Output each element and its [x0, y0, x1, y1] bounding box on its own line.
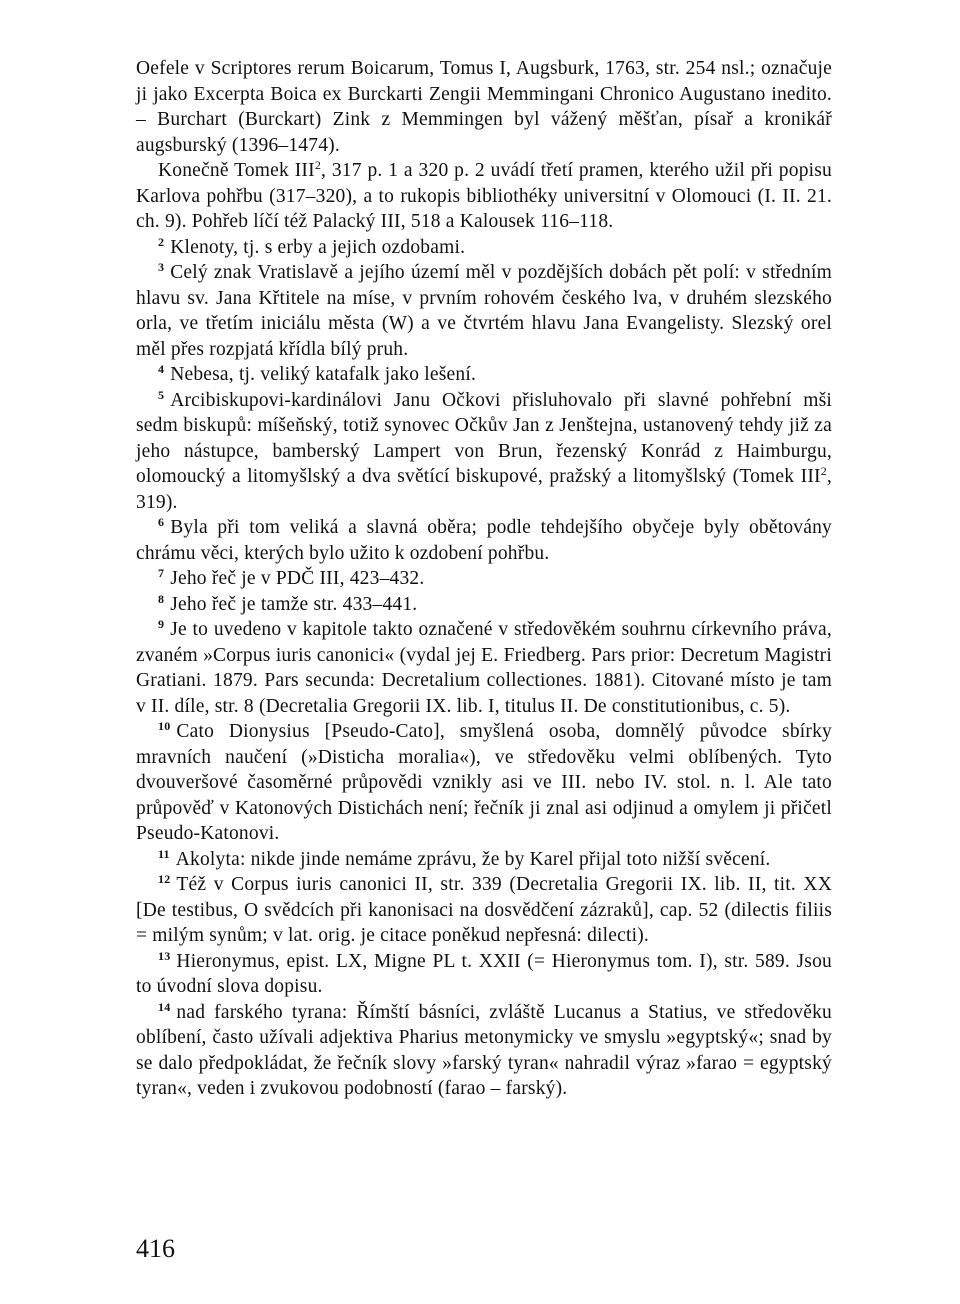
footnote-6 [136, 515, 832, 566]
text-fragment: Konečně Tomek III [158, 160, 315, 181]
page-body [136, 56, 832, 1102]
footnote-number: 4 [158, 362, 165, 376]
footnote-text: Též v Corpus iuris canonici II, str. 339 (Decretalia Gregorii IX. lib. II, tit. XX [De testibus, O svědcích při kanonisaci na dosvědčení zázraků], cap. 52 (dilectis filiis = milým synům; v lat. orig. je citace poněkud nepřesná: dilecti). [136, 874, 832, 946]
footnote-text: Je to uvedeno v kapitole takto označené v středověkém souhrnu církevního práva, zvaném »Corpus iuris canonici« (vydal jej E. Friedberg. Pars prior: Decretum Magistri Gratiani. 1879. Pars secunda: Decretalium collectiones. 1881). Citované místo je tam v II. díle, str. 8 (Decretalia Gregorii IX. lib. I, titulus II. De constitutionibus, c. 5). [136, 619, 832, 717]
footnote-number: 2 [158, 234, 165, 249]
footnote-10 [136, 719, 832, 847]
footnote-text: Byla při tom veliká a slavná oběra; podle tehdejšího obyčeje byly obětovány chrámu věci, kterých bylo užito k ozdobení pohřbu. [136, 517, 832, 564]
intro-paragraph: Oefele v Scriptores rerum Boicarum, Tomus I, Augsburk, 1763, str. 254 nsl.; označuje ji jako Excerpta Boica ex Burckarti Zengii Memmingani Chronico Augustano inedito. – Burchart (Burckart) Zink z Memmingen byl vážený měšťan, písař a kronikář augsburský (1396–1474). [136, 58, 832, 156]
footnote-number: 14 [158, 999, 171, 1014]
footnote-11 [136, 847, 832, 873]
footnote-12 [136, 872, 832, 949]
footnote-number: 10 [158, 719, 171, 733]
footnote-7 [136, 566, 832, 592]
footnote-text: nad farského tyrana: Římští básníci, zvláště Lucanus a Statius, ve středověku oblíbení, často užívali adjektiva Pharius metonymicky ve smyslu »egyptský«; snad by se dalo předpokládat, že řečník slovy »farský tyran« nahradil výraz »farao = egyptský tyran«, veden i zvukovou podobností (farao – farský). [136, 1001, 832, 1099]
text-fragment: , 317 p. 1 a 320 p. 2 uvádí třetí pramen, kterého užil při popisu Karlova pohřbu (317–320), a to rukopis bibliothéky universitní v Olomouci (I. II. 21. ch. 9). Pohřeb líčí též Palacký III, 518 a Kalousek 116–118. [136, 160, 832, 232]
footnote-8 [136, 592, 832, 618]
footnote-number: 12 [158, 872, 171, 886]
footnote-text: Cato Dionysius [Pseudo-Cato], smyšlená osoba, domnělý původce sbírky mravních naučení (»Disticha moralia«), ve středověku velmi oblíbených. Tyto dvouveršové časoměrné průpovědi vznikly asi ve III. nebo IV. stol. n. l. Ale tato průpověď v Katonových Distichách není; řečník ji znal asi odjinud a omylem ji přičetl Pseudo-Katonovi. [136, 721, 832, 844]
footnote-number: 5 [158, 387, 165, 402]
footnote-3 [136, 260, 832, 362]
footnote-text: , 319). [136, 466, 832, 513]
footnote-text: Akolyta: nikde jinde nemáme zprávu, že by Karel přijal toto nižší svěcení. [175, 848, 771, 870]
superscript: 2 [314, 158, 322, 172]
footnote-text: Jeho řeč je v PDČ III, 423–432. [170, 568, 425, 589]
footnote-number: 11 [158, 846, 170, 861]
footnote-text: Hieronymus, epist. LX, Migne PL t. XXII (= Hieronymus tom. I), str. 589. Jsou to úvodní slova dopisu. [136, 950, 832, 997]
footnote-text: Arcibiskupovi-kardinálovi Janu Očkovi přisluhovalo při slavné pohřební mši sedm biskupů: míšeňský, totiž synovec Očkův Jan z Jenštejna, ustanovený tehdy již za jeho nástupce, bamberský Lampert von Brun, řezenský Konrád z Haimburgu, olomoucký a litomyšlský a dva světící biskupové, pražský a litomyšlský (Tomek III [136, 389, 832, 487]
footnote-text: Klenoty, tj. s erby a jejich ozdobami. [170, 236, 466, 258]
footnote-number: 6 [158, 515, 165, 529]
footnote-14 [136, 1000, 832, 1102]
footnote-9 [136, 617, 832, 719]
footnote-13 [136, 949, 832, 1000]
footnote-number: 9 [158, 617, 165, 631]
footnote-text: Celý znak Vratislavě a jejího území měl v pozdějších dobách pět polí: v středním hlavu sv. Jana Křtitele na míse, v prvním rohovém českého lva, v druhém slezského orla, ve třetím iniciálu města (W) a ve čtvrtém hlavu Jana Evangelisty. Slezský orel měl přes rozpjatá křídla bílý pruh. [136, 262, 832, 360]
footnote-2 [136, 235, 832, 261]
footnote-number: 13 [158, 948, 171, 963]
footnote-number: 8 [158, 591, 165, 606]
footnote-text: Nebesa, tj. veliký katafalk jako lešení. [170, 364, 477, 385]
footnote-4 [136, 362, 832, 388]
superscript: 2 [820, 464, 827, 478]
intro-paragraph-2 [136, 158, 832, 235]
footnote-5 [136, 388, 832, 516]
footnote-number: 3 [158, 260, 165, 274]
page-number: 416 [136, 1234, 175, 1263]
footnote-number: 7 [158, 566, 165, 580]
footnote-text: Jeho řeč je tamže str. 433–441. [170, 593, 418, 615]
